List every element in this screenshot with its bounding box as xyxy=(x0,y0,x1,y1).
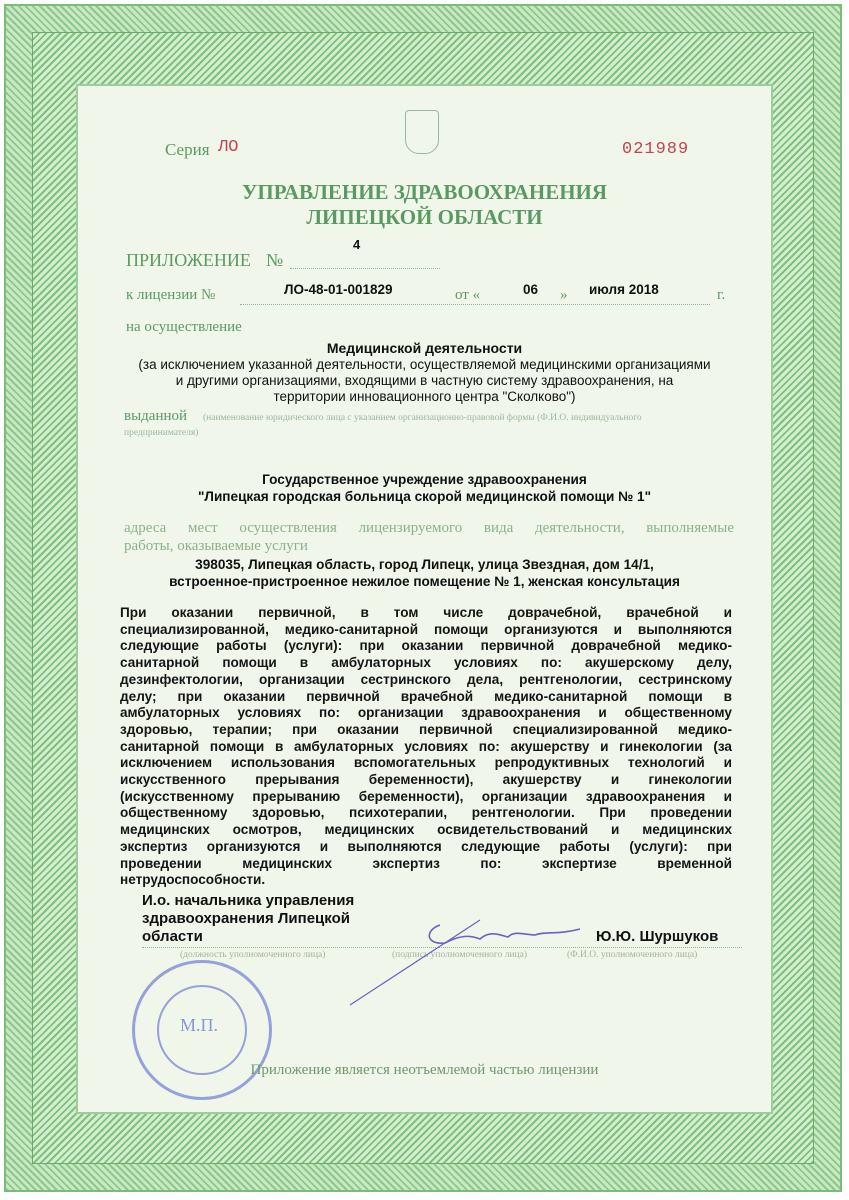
series-value: ЛО xyxy=(218,138,239,157)
day-close: » xyxy=(560,287,568,303)
issued-hint: (наименование юридического лица с указанием организационно-правовой формы (Ф.И.О. индивидуального xyxy=(203,413,642,423)
license-label: к лицензии № xyxy=(126,287,216,303)
services-line: делу; при оказании первичной врачебной медико-санитарной помощи в xyxy=(120,688,732,704)
appendix-label: ПРИЛОЖЕНИЕ xyxy=(126,250,251,270)
activity-title: Медицинской деятельности xyxy=(326,340,523,356)
issued-label: выданной xyxy=(124,408,188,424)
signer-name: Ю.Ю. Шуршуков xyxy=(596,928,719,945)
services-line: здоровью, терапии; при оказании первичной специализированной медико- xyxy=(120,721,732,737)
organization-line-1: Государственное учреждение здравоохранения xyxy=(262,472,587,487)
services-line: исключением использования вспомогательных репродуктивных технологий и xyxy=(120,755,732,771)
hint-position: (должность уполномоченного лица) xyxy=(180,950,326,960)
form-number: 021989 xyxy=(622,140,690,159)
coat-of-arms-icon xyxy=(405,110,439,154)
activity-line-1: (за исключением указанной деятельности, осуществляемой медицинскими организациями xyxy=(138,357,711,372)
addresses-label-2: работы, оказываемые услуги xyxy=(124,538,308,554)
appendix-num-sign: № xyxy=(266,250,284,270)
services-line: дезинфектологии, организации сестринского дела, рентгенологии, сестринскому xyxy=(120,671,732,687)
year-suffix: г. xyxy=(717,287,726,303)
services-line: (искусственному прерыванию беременности), организации здравоохранения и xyxy=(120,788,732,804)
hint-name: (Ф.И.О. уполномоченного лица) xyxy=(567,950,698,960)
address-line-2: встроенное-пристроенное нежилое помещение № 1, женская консультация xyxy=(169,574,680,589)
activity-line-2: и другими организациями, входящими в частную систему здравоохранения, на xyxy=(175,373,674,388)
authority-title: УПРАВЛЕНИЕ ЗДРАВООХРАНЕНИЯ xyxy=(241,180,608,204)
seal-text: М.П. xyxy=(180,1015,219,1035)
services-line: искусственного прерывания беременности), акушерству и гинекологии xyxy=(120,772,732,787)
services-line: проведении медицинских экспертиз по: экспертизе временной xyxy=(120,855,732,871)
services-line: санитарной помощи в амбулаторных условиях по: акушерству и гинекологии (за xyxy=(120,738,732,754)
license-day: 06 xyxy=(523,282,539,297)
activity-line-3: территории инновационного центра "Сколково") xyxy=(273,389,576,404)
signer-position-2: здравоохранения Липецкой xyxy=(142,910,350,927)
series-label: Серия xyxy=(165,140,210,159)
services-line: нетрудоспособности. xyxy=(120,872,266,888)
license-number: ЛО-48-01-001829 xyxy=(284,282,393,297)
services-line: экспертиз организуются и выполняются следующие работы (услуги): при xyxy=(120,838,732,854)
authority-region: ЛИПЕЦКОЙ ОБЛАСТИ xyxy=(306,205,543,229)
services-line: общественному здоровью, психотерапии, рентгенологии. При проведении xyxy=(120,805,732,821)
footer-note: Приложение является неотъемлемой частью лицензии xyxy=(250,1062,599,1078)
address-line-1: 398035, Липецкая область, город Липецк, улица Звездная, дом 14/1, xyxy=(195,557,654,572)
activity-label: на осуществление xyxy=(126,319,242,335)
services-line: специализированной, медико-санитарной помощи организуются и выполняются xyxy=(120,621,732,637)
services-line: амбулаторных условиях по: организации здравоохранения и общественному xyxy=(120,705,732,721)
issued-hint-2: предпринимателя) xyxy=(124,428,199,438)
hint-signature: (подпись уполномоченного лица) xyxy=(392,950,528,960)
addresses-label: адреса мест осуществления лицензируемого вида деятельности, выполняемые xyxy=(124,520,734,536)
organization-name: "Липецкая городская больница скорой медицинской помощи № 1" xyxy=(197,489,652,504)
services-line: медицинских осмотров, медицинских освидетельствований и медицинских xyxy=(120,822,732,838)
from-label: от « xyxy=(455,287,481,303)
signer-position-1: И.о. начальника управления xyxy=(142,892,355,909)
appendix-number: 4 xyxy=(353,237,361,252)
license-month-year: июля 2018 xyxy=(589,282,659,297)
signer-position-3: области xyxy=(142,928,203,945)
services-line: следующие работы (услуги): при оказании первичной доврачебной медико- xyxy=(120,638,732,654)
signature-image xyxy=(330,905,600,1015)
services-line: санитарной помощи в амбулаторных условиях по: акушерскому делу, xyxy=(120,655,732,671)
services-line: При оказании первичной, в том числе доврачебной, врачебной и xyxy=(120,605,732,620)
